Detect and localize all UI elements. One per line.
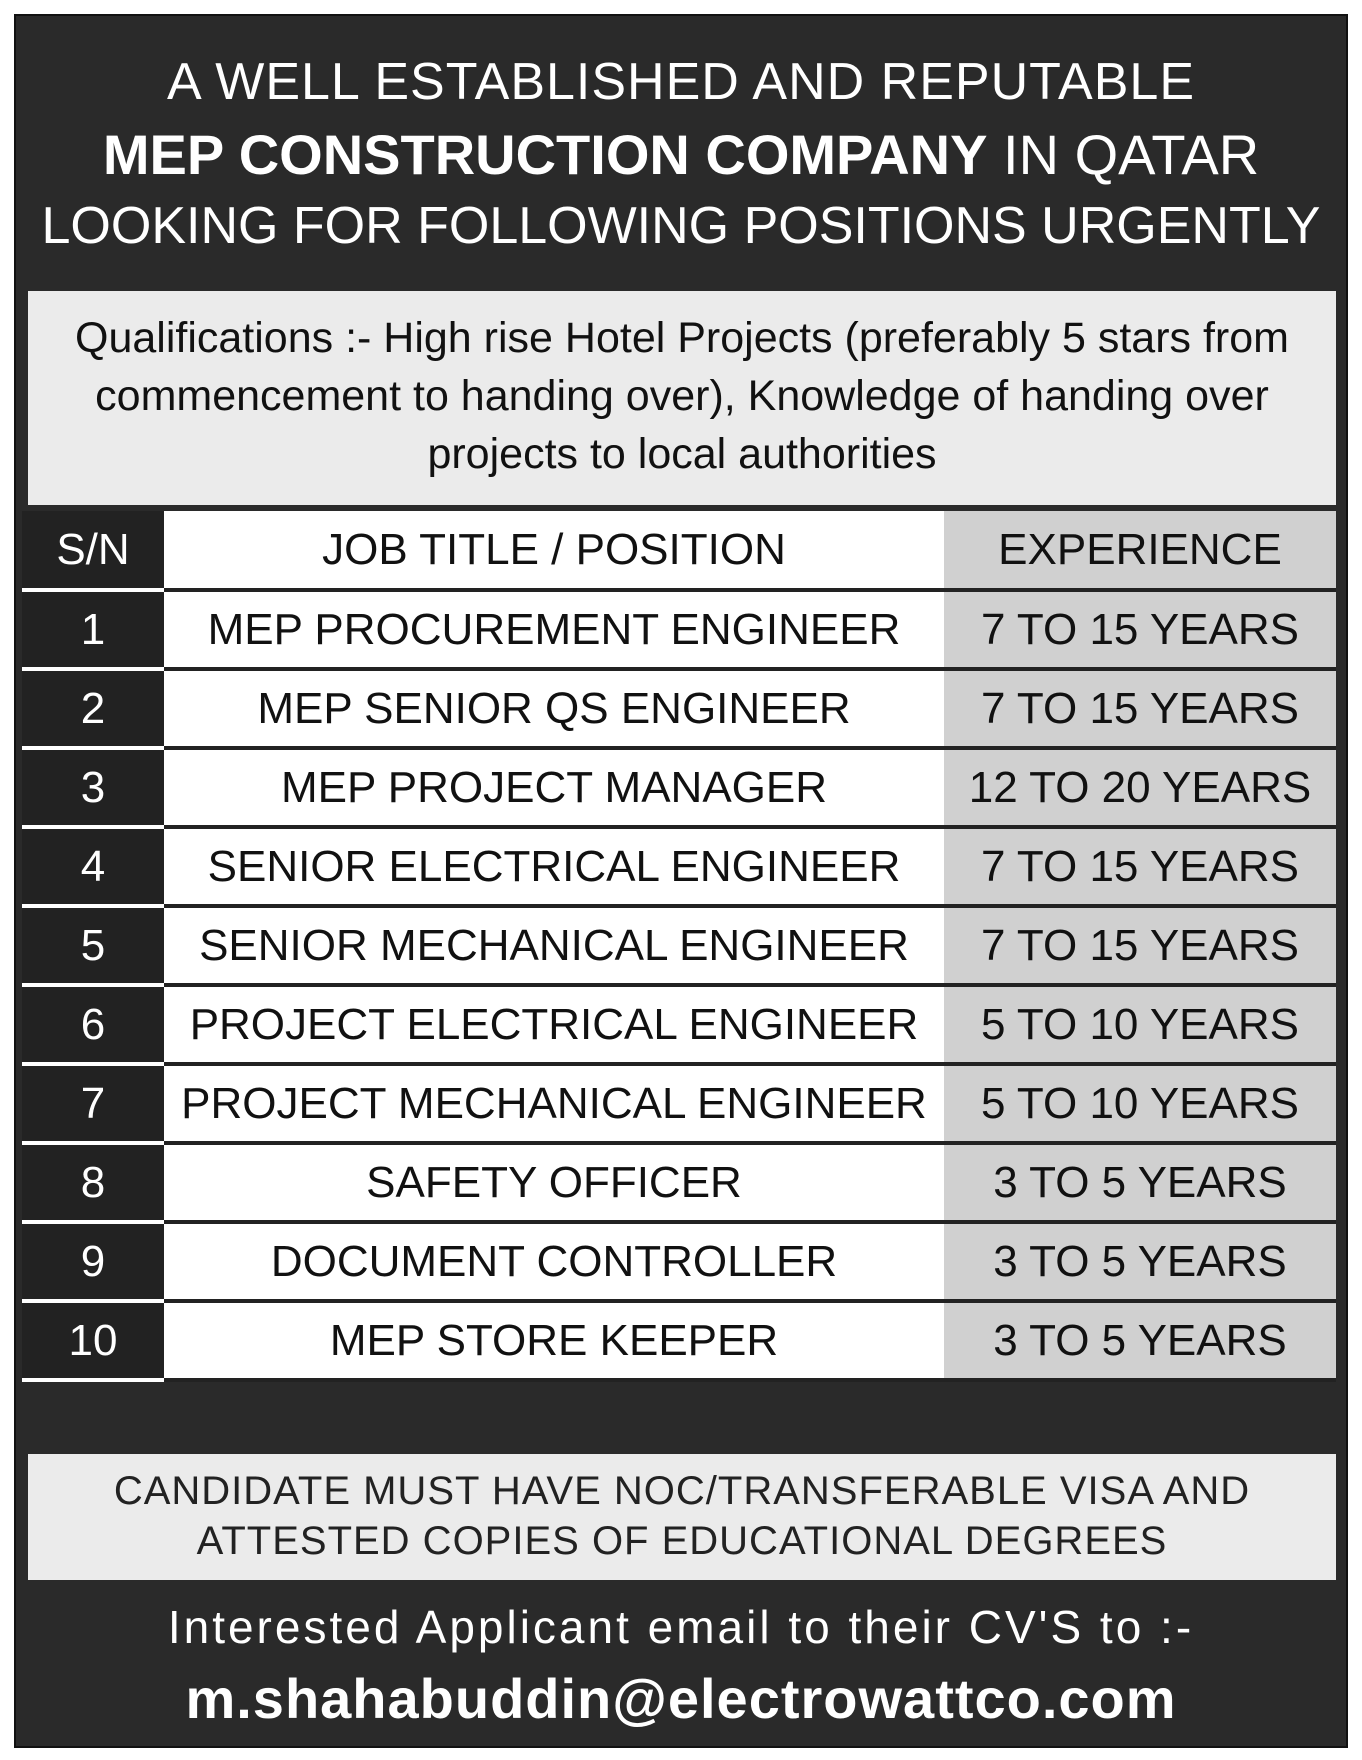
row-sn: 6 (22, 985, 164, 1064)
header-experience: EXPERIENCE (944, 511, 1336, 590)
header-line-3: LOOKING FOR FOLLOWING POSITIONS URGENTLY (41, 197, 1321, 255)
header-line-2 (16, 122, 1346, 187)
table-row (22, 985, 1336, 1064)
table-row (22, 1301, 1336, 1380)
note-line-2: ATTESTED COPIES OF EDUCATIONAL DEGREES (196, 1519, 1168, 1563)
company-type: MEP CONSTRUCTION COMPANY (102, 123, 988, 186)
positions-table (22, 511, 1336, 1382)
table-row (22, 827, 1336, 906)
ad-header (16, 16, 1346, 291)
row-job-title: MEP PROJECT MANAGER (164, 748, 944, 827)
row-job-title: SENIOR MECHANICAL ENGINEER (164, 906, 944, 985)
contact-email: m.shahabuddin@electrowattco.com (185, 1667, 1177, 1730)
header-job-title: JOB TITLE / POSITION (164, 511, 944, 590)
row-experience: 3 TO 5 YEARS (944, 1301, 1336, 1380)
row-experience: 3 TO 5 YEARS (944, 1222, 1336, 1301)
row-experience: 7 TO 15 YEARS (944, 906, 1336, 985)
company-location: IN QATAR (987, 123, 1260, 186)
row-experience: 5 TO 10 YEARS (944, 985, 1336, 1064)
row-job-title: PROJECT MECHANICAL ENGINEER (164, 1064, 944, 1143)
note-line-1: CANDIDATE MUST HAVE NOC/TRANSFERABLE VISA AND (113, 1469, 1251, 1513)
table-row (22, 906, 1336, 985)
row-sn: 3 (22, 748, 164, 827)
row-sn: 10 (22, 1301, 164, 1380)
row-job-title: DOCUMENT CONTROLLER (164, 1222, 944, 1301)
row-sn: 2 (22, 669, 164, 748)
row-job-title: MEP SENIOR QS ENGINEER (164, 669, 944, 748)
row-job-title: SENIOR ELECTRICAL ENGINEER (164, 827, 944, 906)
row-job-title: SAFETY OFFICER (164, 1143, 944, 1222)
qualifications-box: Qualifications :- High rise Hotel Projects (preferably 5 stars from commencement to handing over), Knowledge of handing over projects to local authorities (28, 291, 1336, 505)
requirements-note (28, 1454, 1336, 1580)
table-row (22, 590, 1336, 669)
table-row (22, 1222, 1336, 1301)
row-sn: 1 (22, 590, 164, 669)
row-sn: 7 (22, 1064, 164, 1143)
table-row (22, 1143, 1336, 1222)
row-experience: 12 TO 20 YEARS (944, 748, 1336, 827)
row-sn: 5 (22, 906, 164, 985)
row-experience: 3 TO 5 YEARS (944, 1143, 1336, 1222)
row-experience: 7 TO 15 YEARS (944, 827, 1336, 906)
header-line-1: A WELL ESTABLISHED AND REPUTABLE (166, 53, 1196, 111)
row-experience: 7 TO 15 YEARS (944, 669, 1336, 748)
contact-instruction: Interested Applicant email to their CV'S to :- (167, 1601, 1195, 1653)
row-sn: 4 (22, 827, 164, 906)
table-header-row (22, 511, 1336, 590)
header-sn: S/N (22, 511, 164, 590)
row-job-title: PROJECT ELECTRICAL ENGINEER (164, 985, 944, 1064)
row-experience: 5 TO 10 YEARS (944, 1064, 1336, 1143)
table-row (22, 1064, 1336, 1143)
row-sn: 8 (22, 1143, 164, 1222)
row-job-title: MEP STORE KEEPER (164, 1301, 944, 1380)
row-job-title: MEP PROCUREMENT ENGINEER (164, 590, 944, 669)
row-experience: 7 TO 15 YEARS (944, 590, 1336, 669)
row-sn: 9 (22, 1222, 164, 1301)
table-row (22, 748, 1336, 827)
job-advertisement (14, 14, 1348, 1748)
table-row (22, 669, 1336, 748)
